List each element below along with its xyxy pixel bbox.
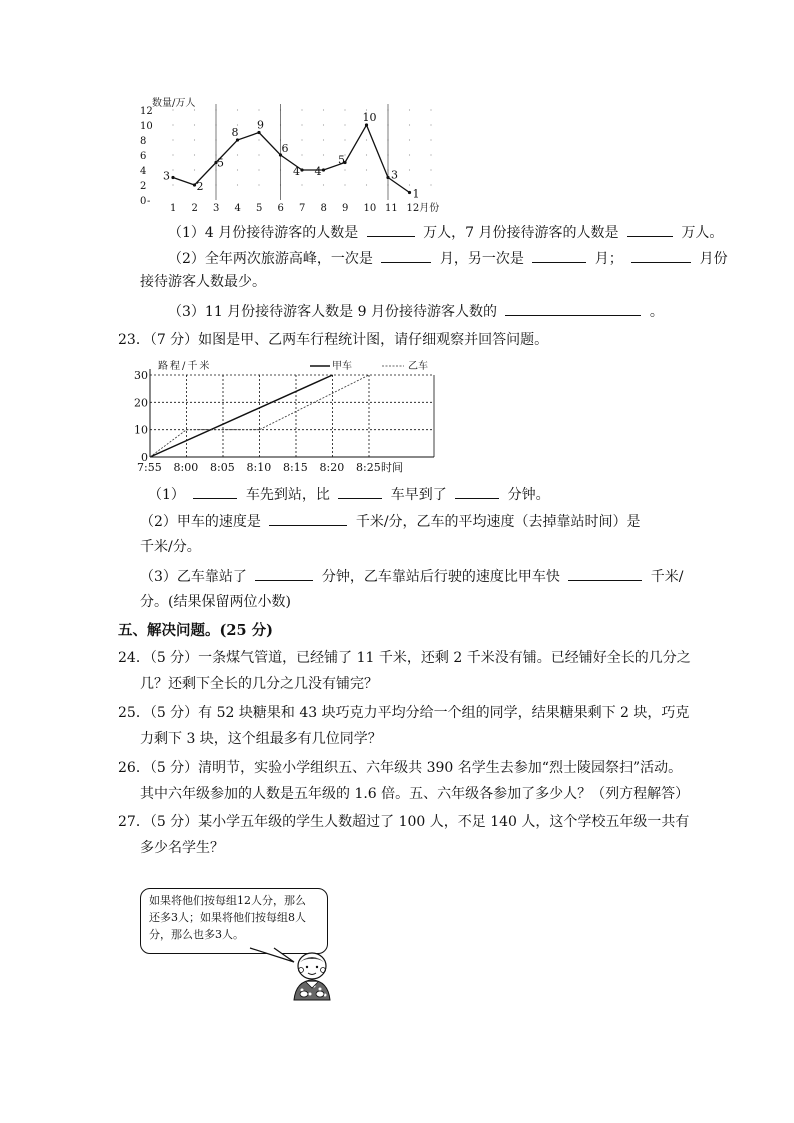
chart1-ytick-label: 8 (140, 136, 147, 147)
q23-part3 (140, 566, 683, 587)
chart2-xtick-label: 8:15 (283, 461, 308, 474)
chart1-grid-dot (323, 154, 324, 155)
q22-p2-d: 月份 (699, 251, 728, 267)
q25-line2: 力剩下 3 块，这个组最多有几位同学？ (140, 731, 382, 747)
q22-p2-a: （2）全年两次旅游高峰，一次是 (168, 251, 373, 267)
chart1-grid-dot (366, 169, 367, 170)
series-jia-line (150, 375, 333, 457)
chart1-grid-dot (323, 184, 324, 185)
bubble-line1: 如果将他们按每组12人分，那么 (149, 894, 306, 907)
q22-p2-c: 月； (594, 251, 623, 267)
chart1-points (163, 111, 420, 201)
chart1-data-label: 9 (257, 118, 264, 132)
visitor-line-chart (140, 96, 450, 216)
chart1-grid-dot (258, 109, 259, 110)
q23-p3-a: （3）乙车靠站了 (140, 569, 247, 585)
chart1-grid-dot (430, 109, 431, 110)
chart1-grid-dot (430, 184, 431, 185)
q22-blank-ratio[interactable] (505, 301, 641, 316)
chart1-grid-dot (344, 169, 345, 170)
chart2-xtick-label: 8:20 (319, 461, 345, 474)
chart1-grid-dot (194, 154, 195, 155)
chart1-grid-dot (237, 184, 238, 185)
chart1-grid-dot (409, 154, 410, 155)
chart1-data-label: 4 (293, 165, 300, 178)
girl-illustration (250, 948, 350, 1008)
chart1-data-point (171, 176, 174, 179)
chart2-ytick-label: 10 (134, 423, 148, 437)
chart1-grid-dot (344, 109, 345, 110)
chart1-xtick-label: 8 (320, 203, 327, 214)
q22-blank-peak1[interactable] (381, 248, 431, 263)
chart1-ylabel: 数量/万人 (152, 98, 196, 109)
chart1-grid-dot (258, 154, 259, 155)
chart1-grid-dot (172, 169, 173, 170)
chart1-data-point (322, 168, 325, 171)
chart2-ylabel: 路程/千米 (158, 361, 212, 372)
chart2-ytick-label: 20 (134, 396, 148, 410)
q22-p1-mid: 万人，7 月份接待游客的人数是 (423, 225, 619, 241)
chart1-data-label: 6 (281, 142, 289, 155)
q23-p1-b: 车先到站，比 (245, 487, 330, 503)
chart1-grid-dot (409, 139, 410, 140)
chart1-grid-dot (258, 169, 259, 170)
chart1-grid-dot (344, 139, 345, 140)
section5-title: 五、解决问题。(25 分) (118, 622, 273, 639)
q24-line2: 几？还剩下全长的几分之几没有铺完？ (140, 676, 378, 692)
chart1-grid-dot (194, 169, 195, 170)
chart1-grid-dot (323, 124, 324, 125)
chart1-xtick-label: 12月份 (406, 203, 440, 214)
chart1-xtick-label: 1 (170, 203, 177, 214)
legend-yi-label: 乙车 (408, 361, 428, 372)
chart1-grid-dot (344, 124, 345, 125)
chart1-grid-dot (430, 169, 431, 170)
chart2-ytick-label: 30 (134, 369, 148, 382)
chart1-data-label: 3 (391, 168, 398, 182)
chart1-grid-dot (301, 124, 302, 125)
chart1-grid-dot (172, 139, 173, 140)
chart1-grid-dot (366, 184, 367, 185)
q22-part2-line2: 接待游客人数最少。 (140, 274, 266, 290)
chart1-data-point (408, 191, 411, 194)
q26-line1: 26．（5 分）清明节，实验小学组织五、六年级共 390 名学生去参加“烈士陵园祭扫”活动。 (118, 760, 683, 776)
q23-part2 (140, 511, 641, 532)
chart1-grid-dot (344, 184, 345, 185)
chart1-xtick-label: 2 (191, 203, 198, 214)
chart1-data-label: 3 (163, 169, 170, 183)
q23-title: 23．（7 分）如图是甲、乙两车行程统计图，请仔细观察并回答问题。 (118, 332, 549, 348)
chart1-data-label: 8 (231, 126, 239, 139)
chart1-grid-dot (430, 139, 431, 140)
chart1-grid-dot (301, 139, 302, 140)
chart1-grid-dot (409, 124, 410, 125)
chart2-ytick-label: 0 (141, 451, 148, 464)
q22-part1 (168, 222, 723, 243)
q26-line2: 其中六年级参加的人数是五年级的 1.6 倍。五、六年级各参加了多少人？（列方程解答） (140, 786, 690, 802)
chart2-legend (310, 360, 428, 372)
chart1-grid-dot (237, 169, 238, 170)
chart1-grid-dot (366, 139, 367, 140)
chart1-ytick-label: 6 (140, 151, 147, 162)
chart1-grid-dot (237, 109, 238, 110)
q23-p2-a: （2）甲车的速度是 (140, 514, 261, 530)
bubble-line3: 分，那么也多3人。 (149, 928, 244, 941)
q24-line1: 24．（5 分）一条煤气管道，已经铺了 11 千米，还剩 2 千米没有铺。已经铺好全长的几分之 (118, 650, 691, 666)
q22-p1-text: （1）4 月份接待游客的人数是 (168, 225, 359, 241)
chart1-ytick-label: 12 (140, 106, 153, 117)
q23-p1-d: 分钟。 (507, 487, 550, 503)
q23-p1-a: （1） (148, 487, 185, 503)
chart1-grid-dot (409, 169, 410, 170)
chart1-grid-dot (194, 124, 195, 125)
q22-p3-text: （3）11 月份接待游客人数是 9 月份接待游客人数的 (168, 304, 497, 320)
chart1-grid-dot (301, 154, 302, 155)
chart1-grid-dot (194, 109, 195, 110)
chart1-grid-dot (301, 109, 302, 110)
chart2-xtick-label: 8:05 (210, 461, 235, 474)
q22-blank-min[interactable] (631, 248, 691, 263)
chart1-grid-dot (323, 109, 324, 110)
chart1-grid-dot (237, 154, 238, 155)
chart1-data-label: 2 (196, 180, 204, 193)
chart1-xtick-label: 9 (342, 203, 349, 214)
chart1-data-label: 10 (362, 111, 377, 124)
chart1-xtick-label: 6 (277, 203, 284, 214)
chart1-series-line (173, 125, 410, 193)
q22-blank-peak2[interactable] (532, 248, 586, 263)
chart1-data-label: 1 (412, 187, 420, 201)
q27-line2: 多少名学生？ (140, 840, 224, 856)
q23-part1 (148, 484, 550, 505)
chart1-xtick-label: 10 (363, 203, 377, 214)
chart2-xlabel: 时间 (381, 461, 403, 474)
chart1-data-point (300, 168, 303, 171)
chart1-grid-dot (409, 184, 410, 185)
q25-line1: 25．（5 分）有 52 块糖果和 43 块巧克力平均分给一个组的同学，结果糖果剩下 2 块，巧克 (118, 705, 690, 721)
chart1-ytick-label: 2 (140, 181, 147, 192)
q23-part3-line2: 分。(结果保留两位小数) (140, 594, 291, 610)
chart2-xtick-label: 8:10 (246, 461, 272, 474)
q23-blank-speed-diff[interactable] (568, 566, 642, 581)
chart1-grid-dot (172, 184, 173, 185)
distance-time-chart (134, 357, 458, 477)
chart2-xtick-label: 7:55 (137, 461, 162, 474)
chart1-data-point (386, 176, 389, 179)
chart2-xtick-label: 8:00 (173, 461, 199, 474)
q23-p3-b: 分钟，乙车靠站后行驶的速度比甲车快 (321, 569, 560, 585)
chart1-ytick-dash: - (147, 196, 151, 207)
chart1-xtick-label: 5 (256, 203, 263, 214)
chart1-data-label: 5 (217, 156, 224, 170)
q23-blank-second-car[interactable] (338, 484, 382, 499)
speech-bubble (140, 888, 328, 954)
chart1-grid-dot (194, 139, 195, 140)
q23-p1-c: 车早到了 (390, 487, 447, 503)
chart1-grid-dot (172, 154, 173, 155)
chart1-data-label: 4 (314, 165, 322, 178)
chart1-grid-dot (430, 124, 431, 125)
q23-blank-jia-speed[interactable] (269, 511, 347, 526)
q22-part2 (168, 248, 728, 269)
chart1-xtick-label: 3 (213, 203, 220, 214)
chart2-xtick-label: 8:25 (356, 461, 381, 474)
q22-blank-july[interactable] (627, 222, 673, 237)
chart1-grid-dot (323, 139, 324, 140)
chart1-data-label: 5 (338, 153, 345, 167)
chart1-ticks (140, 106, 439, 214)
q23-part2-line2: 千米/分。 (140, 539, 201, 555)
q23-p3-c: 千米/ (650, 569, 684, 585)
bubble-line2: 还多3人；如果将他们按每组8人 (149, 911, 306, 924)
q23-blank-minutes[interactable] (455, 484, 499, 499)
q27-line1: 27．（5 分）某小学五年级的学生人数超过了 100 人，不足 140 人，这个学校五年级一共有 (118, 814, 690, 830)
q22-part3 (168, 301, 664, 322)
chart2-ticks (134, 369, 403, 474)
q23-blank-stop-minutes[interactable] (255, 566, 313, 581)
chart1-grid-dot (258, 184, 259, 185)
chart1-ytick-label: 0 (140, 196, 147, 207)
chart1-grid-dot (366, 154, 367, 155)
legend-jia-label: 甲车 (332, 361, 352, 372)
chart1-xtick-label: 11 (385, 203, 398, 214)
chart1-grid-dot (430, 154, 431, 155)
chart1-grid-dot (258, 139, 259, 140)
q22-p1-end: 万人。 (681, 225, 724, 241)
q23-p2-b: 千米/分，乙车的平均速度（去掉靠站时间）是 (355, 514, 641, 530)
chart1-xtick-label: 7 (299, 203, 306, 214)
chart1-grid-dot (172, 124, 173, 125)
chart1-grid-dot (172, 109, 173, 110)
chart1-grid-dot (409, 109, 410, 110)
chart1-ytick-label: 4 (140, 166, 147, 177)
q22-p2-b: 月，另一次是 (439, 251, 524, 267)
q22-blank-april[interactable] (367, 222, 415, 237)
chart1-xtick-label: 4 (234, 203, 241, 214)
q23-blank-first-car[interactable] (193, 484, 237, 499)
chart1-ytick-label: 10 (140, 121, 153, 132)
q22-p3-end: 。 (649, 304, 664, 320)
chart1-grid-dot (301, 184, 302, 185)
